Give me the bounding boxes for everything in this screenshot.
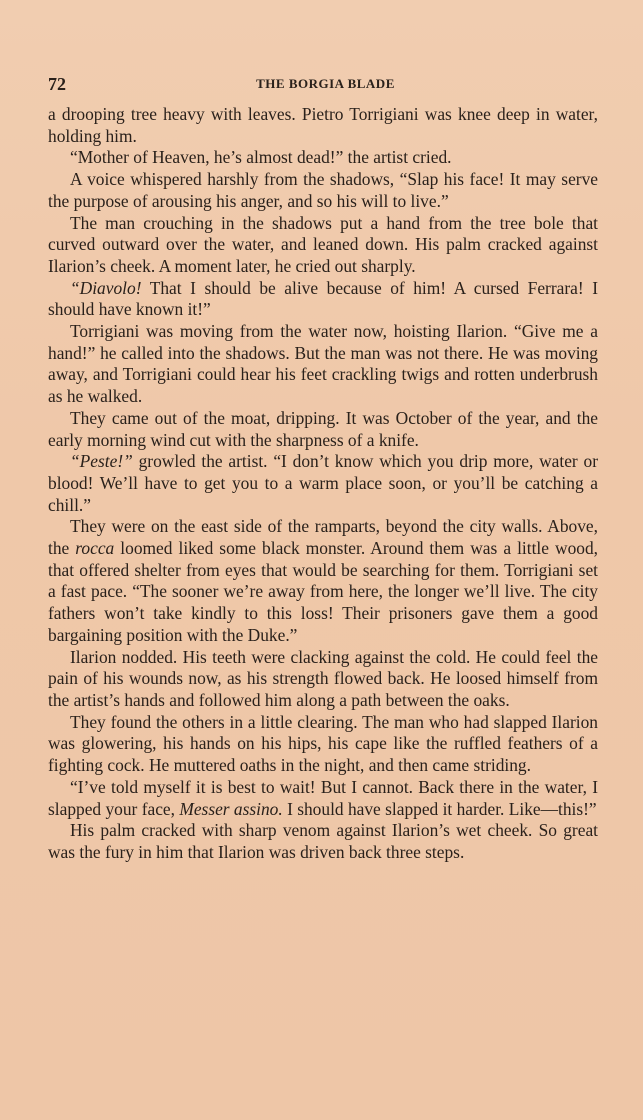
paragraph: “Diavolo! That I should be alive because of him! A cursed Ferrara! I should have known it!” bbox=[48, 277, 598, 320]
body-text bbox=[48, 104, 598, 864]
paragraph: Ilarion nodded. His teeth were clacking against the cold. He could feel the pain of his wounds now, as his strength flowed back. He loosed himself from the artist’s hands and followed him along a path between the oaks. bbox=[48, 646, 598, 710]
paragraph: They came out of the moat, dripping. It was October of the year, and the early morning wind cut with the sharpness of a knife. bbox=[48, 407, 598, 450]
italic-text: “Diavolo! bbox=[70, 277, 142, 298]
paragraph: “Peste!” growled the artist. “I don’t know which you drip more, water or blood! We’ll have to get you to a warm place soon, or you’ll be catching a chill.” bbox=[48, 451, 598, 515]
italic-text: rocca bbox=[75, 538, 115, 559]
paragraph: They found the others in a little clearing. The man who had slapped Ilarion was glowering, his hands on his hips, his cape like the ruffled feathers of a fighting cock. He muttered oaths in the night, and then came striding. bbox=[48, 711, 598, 776]
italic-text: “Peste!” bbox=[70, 451, 133, 472]
paragraph: “I’ve told myself it is best to wait! But I cannot. Back there in the water, I slapped your face, Messer assino. I should have slapped it harder. Like—this!” bbox=[48, 776, 598, 819]
paragraph: a drooping tree heavy with leaves. Pietro Torrigiani was knee deep in water, holding him. bbox=[48, 104, 598, 146]
running-head: THE BORGIA BLADE bbox=[256, 76, 395, 91]
paragraph: His palm cracked with sharp venom against Ilarion’s wet cheek. So great was the fury in him that Ilarion was driven back three steps. bbox=[48, 820, 598, 862]
paragraph: The man crouching in the shadows put a hand from the tree bole that curved outward over the water, and leaned down. His palm cracked against Ilarion’s cheek. A moment later, he cried out sharply. bbox=[48, 212, 598, 276]
paragraph: Torrigiani was moving from the water now, hoisting Ilarion. “Give me a hand!” he called into the shadows. But the man was not there. He was moving away, and Torrigiani could hear his feet crackling twigs and rotten underbrush as he walked. bbox=[48, 321, 598, 407]
paragraph: A voice whispered harshly from the shadows, “Slap his face! It may serve the purpose of arousing his anger, and so his will to live.” bbox=[48, 169, 598, 211]
paragraph: They were on the east side of the ramparts, beyond the city walls. Above, the rocca loomed liked some black monster. Around them was a little wood, that offered shelter from eyes that would be searching for them. Torrigiani set a fast pace. “The sooner we’re away from here, the longer we’ll live. The city fathers won’t take kindly to this loss! Their prisoners gave them a good bargaining position with the Duke.” bbox=[48, 516, 599, 645]
page-number: 72 bbox=[48, 74, 66, 94]
page-header bbox=[48, 74, 603, 94]
italic-text: Messer assino. bbox=[179, 798, 283, 819]
paragraph: “Mother of Heaven, he’s almost dead!” the artist cried. bbox=[70, 147, 452, 168]
